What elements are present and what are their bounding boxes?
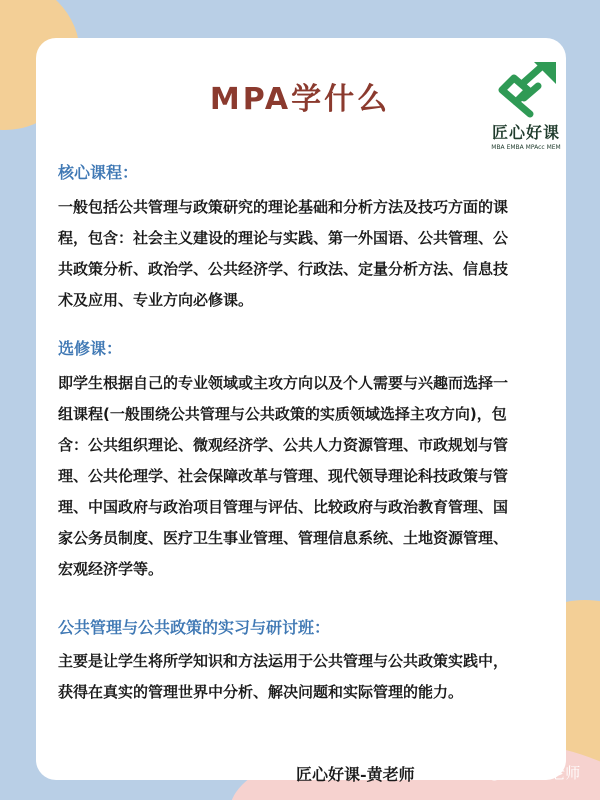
page-title: MPA学什么: [209, 82, 391, 117]
section-heading-internship: 公共管理与公共政策的实习与研讨班：: [58, 618, 331, 637]
text-line: 一般包括公共管理与政策研究的理论基础和分析方法及技巧方面的课: [58, 198, 509, 216]
text-line: 理、公共伦理学、社会保障改革与管理、现代领导理论科技政策与管: [58, 467, 509, 485]
text-line: 程，包含：社会主义建设的理论与实践、第一外国语、公共管理、公: [58, 229, 509, 247]
brand-logo: [486, 60, 566, 160]
text-line: 主要是让学生将所学知识和方法运用于公共管理与公共政策实践中，: [58, 652, 509, 670]
section-heading-core: 核心课程：: [58, 163, 139, 182]
section-body-core: [58, 192, 544, 316]
section-heading-elective: 选修课：: [58, 339, 123, 358]
footer-author: 匠心好课-黄老师: [296, 765, 415, 784]
section-body-elective: [58, 368, 544, 585]
text-line: 组课程(一般围绕公共管理与公共政策的实质领域选择主攻方向)，包: [58, 405, 507, 423]
text-line: 含：公共组织理论、微观经济学、公共人力资源管理、市政规划与管: [58, 436, 509, 454]
text-line: 即学生根据自己的专业领域或主攻方向以及个人需要与兴趣而选择一: [58, 374, 509, 392]
logo-subtitle: MBA EMBA MPAcc MEM: [491, 144, 561, 151]
text-line: 家公务员制度、医疗卫生事业管理、管理信息系统、土地资源管理、: [58, 529, 509, 547]
logo-name: 匠心好课: [491, 123, 560, 142]
green-arrow-logo-icon: [494, 60, 558, 118]
section-body-internship: [58, 646, 544, 708]
text-line: 术及应用、专业方向必修课。: [58, 291, 254, 309]
text-line: 宏观经济学等。: [58, 560, 164, 578]
text-line: 共政策分析、政治学、公共经济学、行政法、定量分析方法、信息技: [58, 260, 509, 278]
footer-watermark: 知乎 @MBA黄老师: [452, 764, 581, 782]
text-line: 理、中国政府与政治项目管理与评估、比较政府与政治教育管理、国: [58, 498, 509, 516]
text-line: 获得在真实的管理世界中分析、解决问题和实际管理的能力。: [58, 683, 464, 701]
